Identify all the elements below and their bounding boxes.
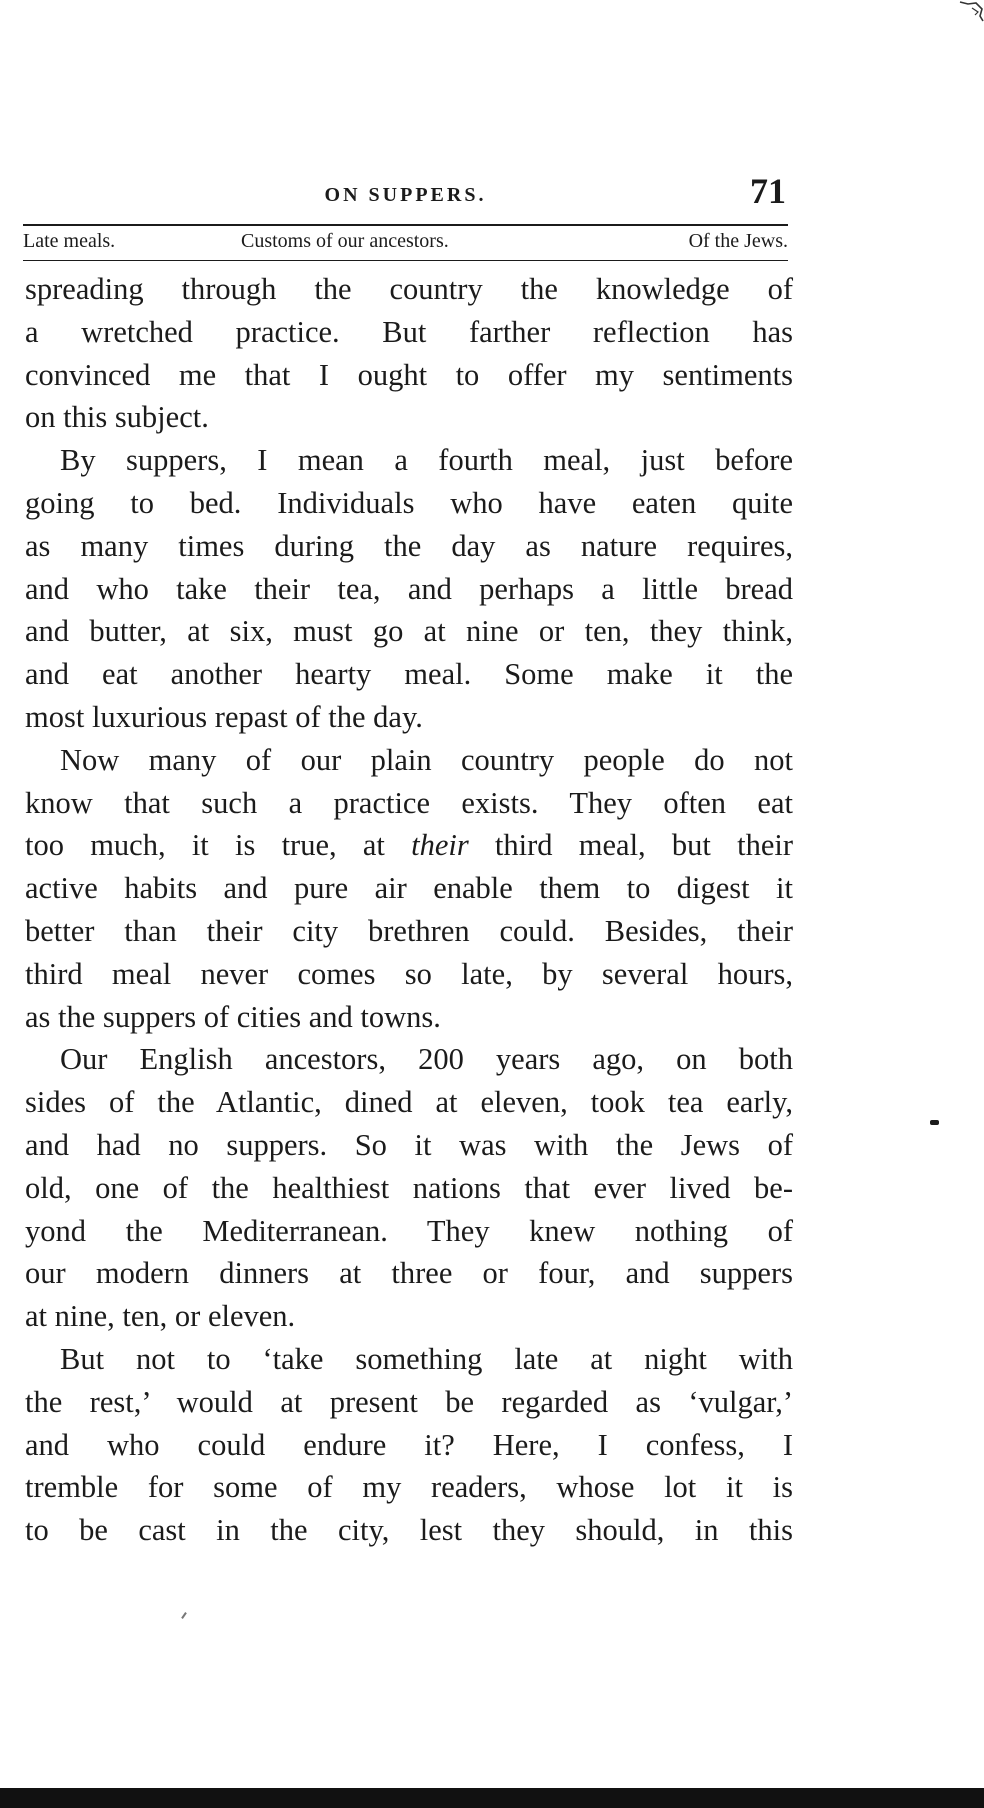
text-line-with-italic [25,824,793,867]
text-line: yond the Mediterranean. They knew nothing of [25,1213,793,1248]
text-line: Our English ancestors, 200 years ago, on both [60,1042,793,1077]
text-line: a wretched practice. But farther reflection has [25,314,793,349]
page-number: 71 [750,171,786,211]
text-line: our modern dinners at three or four, and suppers [25,1256,793,1291]
header-rule [23,224,788,226]
paragraph-country-people [25,739,793,1039]
text-line: as many times during the day as nature requires, [25,528,793,563]
topic-late-meals: Late meals. [23,230,116,252]
text-fragment: too much, it is true, at [25,828,412,863]
topic-customs-of-ancestors: Customs of our ancestors. [241,230,449,252]
text-line: tremble for some of my readers, whose lot it is [25,1470,793,1505]
topic-of-the-jews: Of the Jews. [688,230,788,252]
text-line: By suppers, I mean a fourth meal, just before [60,443,793,478]
paragraph-suppers-definition [25,439,793,739]
text-line: as the suppers of cities and towns. [25,999,441,1034]
text-line: and who take their tea, and perhaps a little bread [25,571,793,606]
text-line: better than their city brethren could. Besides, their [25,913,793,948]
text-line: the rest,’ would at present be regarded as ‘vulgar,’ [25,1384,793,1419]
text-line: going to bed. Individuals who have eaten quite [25,485,793,520]
italic-emphasis: their [411,828,469,863]
text-line: Now many of our plain country people do not [60,742,793,777]
text-line: and who could endure it? Here, I confess, I [25,1427,793,1462]
text-line: and had no suppers. So it was with the Jews of [25,1127,793,1162]
running-title: ON SUPPERS. [324,184,487,206]
text-line: most luxurious repast of the day. [25,699,423,734]
text-line: and butter, at six, must go at nine or ten, they think, [25,614,793,649]
margin-speck [930,1120,939,1125]
text-line: active habits and pure air enable them to digest it [25,871,793,906]
paragraph-late-night [25,1338,793,1552]
text-line: know that such a practice exists. They often eat [25,785,793,820]
text-line: convinced me that I ought to offer my sentiments [25,357,793,392]
corner-smudge [954,0,984,22]
text-fragment: third meal, but their [468,828,793,863]
text-line: and eat another hearty meal. Some make it the [25,657,793,692]
paragraph-english-ancestors [25,1038,793,1338]
text-line: to be cast in the city, lest they should, in this [25,1513,793,1548]
text-line: third meal never comes so late, by several hours, [25,956,793,991]
topic-rule [23,260,788,261]
text-line: on this subject. [25,400,209,435]
text-line: old, one of the healthiest nations that ever lived be- [25,1170,793,1205]
text-line: at nine, ten, or eleven. [25,1299,296,1334]
text-line: sides of the Atlantic, dined at eleven, took tea early, [25,1085,793,1120]
running-head [23,170,788,220]
text-line: spreading through the country the knowledge of [25,272,793,306]
topic-headings [23,230,788,260]
scan-bottom-edge [0,1788,984,1808]
paragraph-continuation [25,268,793,439]
margin-speck [181,1612,187,1619]
text-line: But not to ‘take something late at night with [60,1341,793,1376]
body-text [25,268,793,1552]
